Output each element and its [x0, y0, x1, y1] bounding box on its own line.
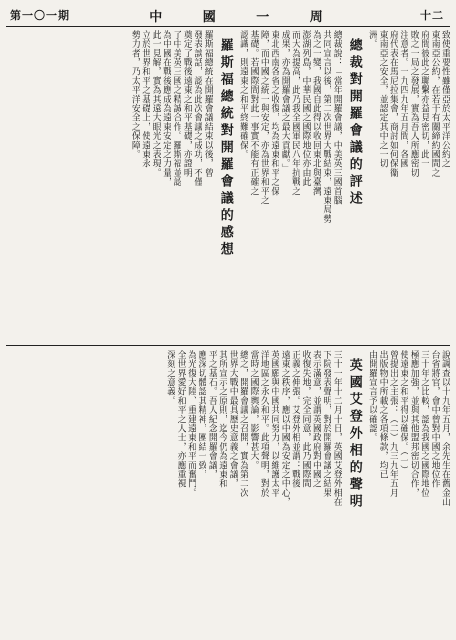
text-column: 英國願與中國共同努力，以維護太平: [269, 350, 280, 498]
text-column: 洋地區之永久和平。此項聲明，對於: [258, 350, 269, 498]
text-column: 深刻之意義。: [165, 350, 176, 406]
article-heading: 羅斯福總統對開羅會議的感想: [217, 38, 233, 259]
text-column: 為之一變，我國自此得以收回東北與臺灣: [310, 30, 321, 196]
text-column: 三十年之比較，認為我國之國際地位: [419, 350, 430, 498]
article-heading: 總裁對開羅會議的評述: [346, 38, 362, 208]
text-column: 為光復大陸、重建遠東和平而奮鬥。: [186, 350, 197, 498]
text-column: 應深切體認其精神，團結一致，: [196, 350, 207, 479]
text-column: 曾提出之主張：（二）九三九年五月: [387, 350, 398, 498]
text-column: 基礎。若國際間對此一事實不能有正確之: [248, 30, 259, 196]
text-column: 總之，開羅會議之召開，實為第二次: [238, 350, 249, 498]
page-number: 十二: [419, 9, 444, 22]
newspaper-page: [6, 4, 450, 636]
text-column: 表示滿意，並謂英國政府對中國之: [310, 350, 321, 488]
text-column: 立於世界和平之基礎上，使遠東永: [140, 30, 151, 168]
text-column: 府代表在馬尼拉集會，商討如何保衞: [387, 30, 398, 178]
text-column: 澎湖列島，中華民國之國際地位亦由此: [300, 30, 311, 187]
text-column: 致使重要性雖僅亞於太平洋公約之: [440, 30, 450, 168]
text-column: 正義之伸張。艾登外相並謂：戰後: [290, 350, 301, 488]
text-column: 世界大戰中最具歷史意義之會議，: [227, 350, 238, 488]
text-column: 總裁說：「當年開羅會議，中美英三國首腦: [331, 30, 342, 205]
text-column: 其所宣示之原則，迄今仍為遠東和: [217, 350, 228, 488]
text-column: 共同宣言以後，第二次世界大戰結束，遠東局勢: [321, 30, 332, 224]
text-column: 三十一年十二月十日，英國艾登外相在: [331, 350, 342, 507]
text-column: 極應加強，並與其他盟邦密切合作，: [408, 350, 419, 498]
text-column: 府間彼此之聯繫亦益見密切，此一: [419, 30, 430, 168]
text-column: 收復失地，完全同意，此乃國際間: [300, 350, 311, 488]
text-column: 平之基石。吾人紀念開羅會議，: [206, 350, 217, 479]
text-column: 敗之一局之發展，實為吾人所應密切: [408, 30, 419, 178]
text-column: 東南亞之安全，並認定其中之一切: [377, 30, 388, 168]
text-column: 了中美英三國之精誠合作。羅斯福並認: [171, 30, 182, 187]
text-column: 出版物中所載之各項條款，均已: [377, 350, 388, 479]
text-column: 下院發表聲明，對於開羅會議之結果: [321, 350, 332, 498]
text-column: 說調查以十九年五月，余先生在舊金山: [440, 350, 450, 507]
text-column: 羅斯福總統在開羅會議結束以後，曾: [202, 30, 213, 178]
text-column: 奠定了戰後遠東之和平基礎，亦證明: [181, 30, 192, 178]
text-column: 障，而中國之統一與安定，亦為世界和平之: [258, 30, 269, 205]
upper-article-section: [6, 30, 450, 342]
article-heading: 英國艾登外相的聲明: [346, 358, 362, 511]
text-column: 此一見解，實為其遠大眼光之表現。: [150, 30, 161, 178]
text-column: 東北西南各省之收復，均為遠東和平之保: [269, 30, 280, 196]
section-divider: [6, 345, 450, 346]
page-header: [6, 4, 450, 27]
text-column: 認識，則遠東之和平終難確保。: [238, 30, 249, 159]
text-column: 為中國在戰後應成為遠東安定之力量，: [161, 30, 172, 187]
text-column: 成果，亦為開羅會議之最大貢獻。」: [279, 30, 290, 173]
text-column: 發表談話，認為此次會議之成功，不僅: [192, 30, 203, 187]
lower-article-section: [6, 350, 450, 630]
text-column: 使遠東之和平得以確保。（一）: [398, 350, 409, 475]
text-column: 東南亞公約，在若干有關締約國間之: [429, 30, 440, 178]
text-column: 當時之國際輿論，影響甚大。: [248, 350, 259, 470]
publication-title: 中 國 一 周: [149, 9, 341, 25]
text-column: 注意者。一九四九年五月間，各國: [398, 30, 409, 168]
text-column: 洲。: [367, 30, 378, 49]
text-column: 由開羅宣言予以確認。: [367, 350, 378, 442]
text-column: 而大為提高，此乃我全國軍民八年抗戰之: [290, 30, 301, 196]
text-column: 台省將官，會中曾對中國之地位作: [429, 350, 440, 488]
text-column: 全世界愛好和平之人士，亦應重視: [175, 350, 186, 488]
text-column: 勢力者，乃太平洋安全之保障。: [129, 30, 140, 159]
text-column: 遠東之秩序，應以中國為安定之中心，: [279, 350, 290, 507]
issue-number: 第一〇一期: [10, 9, 70, 22]
